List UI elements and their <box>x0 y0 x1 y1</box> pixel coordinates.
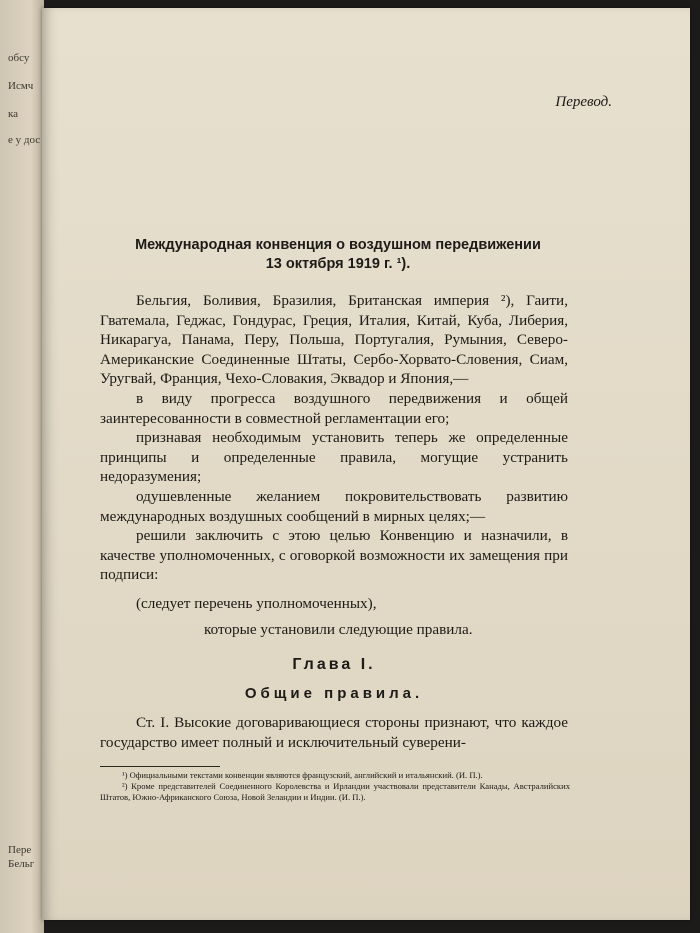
left-page-fragment: е у дос <box>8 134 41 146</box>
document-page <box>42 8 690 920</box>
left-page-fragment: ка <box>8 108 19 120</box>
article-1: Ст. I. Высокие договаривающиеся стороны признают, что каждое государство имеет полный и исключительный суверени- <box>100 714 568 751</box>
chapter-title: Общие правила. <box>244 684 424 702</box>
left-page-fragment: обсу <box>8 52 30 64</box>
preamble-clause-2: признавая необходимым установить теперь же определенные принципы и определенные правила, могущие устранить недоразумения; <box>100 429 568 486</box>
left-page-edge <box>0 0 44 933</box>
chapter-heading: Глава I. <box>292 656 376 674</box>
footnote-1: ¹) Официальными текстами конвенции являются французский, английский и итальянский. (И. П.). <box>122 770 483 780</box>
rules-line: которые установили следующие правила. <box>204 620 473 638</box>
plenipotentiaries-line: (следует перечень уполномоченных), <box>136 594 377 612</box>
translation-label: Перевод. <box>555 94 612 110</box>
footnote-2: ²) Кроме представителей Соединенного Королевства и Ирландии участвовали представители Канады, Австралийских Штатов, Южно-Африканского Союза, Новой Зеландии и Индии. (И. П.). <box>100 781 570 803</box>
footnotes <box>100 770 570 804</box>
preamble-clause-3: одушевленные желанием покровительствовать развитию международных воздушных сообщений в мирных целях;— <box>100 487 568 525</box>
footnote-divider <box>100 766 220 767</box>
document-title <box>100 236 576 274</box>
document-body <box>100 291 568 752</box>
preamble-clause-1: в виду прогресса воздушного передвижения и общей заинтересованности в совместной регламентации его; <box>100 389 568 427</box>
title-line-1: Международная конвенция о воздушном передвижении <box>135 237 541 253</box>
preamble-clause-4: решили заключить с этою целью Конвенцию и назначили, в качестве уполномоченных, с оговоркой возможности их замещения при подписи: <box>100 527 568 584</box>
states-paragraph: Бельгия, Боливия, Бразилия, Британская империя ²), Гаити, Гватемала, Геджас, Гондурас, Греция, Италия, Китай, Куба, Либерия, Никарагуа, Панама, Перу, Польша, Португалия, Румыния, Северо-Американские Соединенные Штаты, Сербо-Хорвато-Словения, Сиам, Уругвай, Франция, Чехо-Словакия, Эквадор и Япония,— <box>100 292 568 388</box>
left-page-fragment: Пере <box>8 844 32 856</box>
left-page-fragment: Исмч <box>8 80 34 92</box>
title-line-2: 13 октября 1919 г. ¹). <box>265 256 411 272</box>
left-page-fragment: Бельг <box>8 858 35 870</box>
